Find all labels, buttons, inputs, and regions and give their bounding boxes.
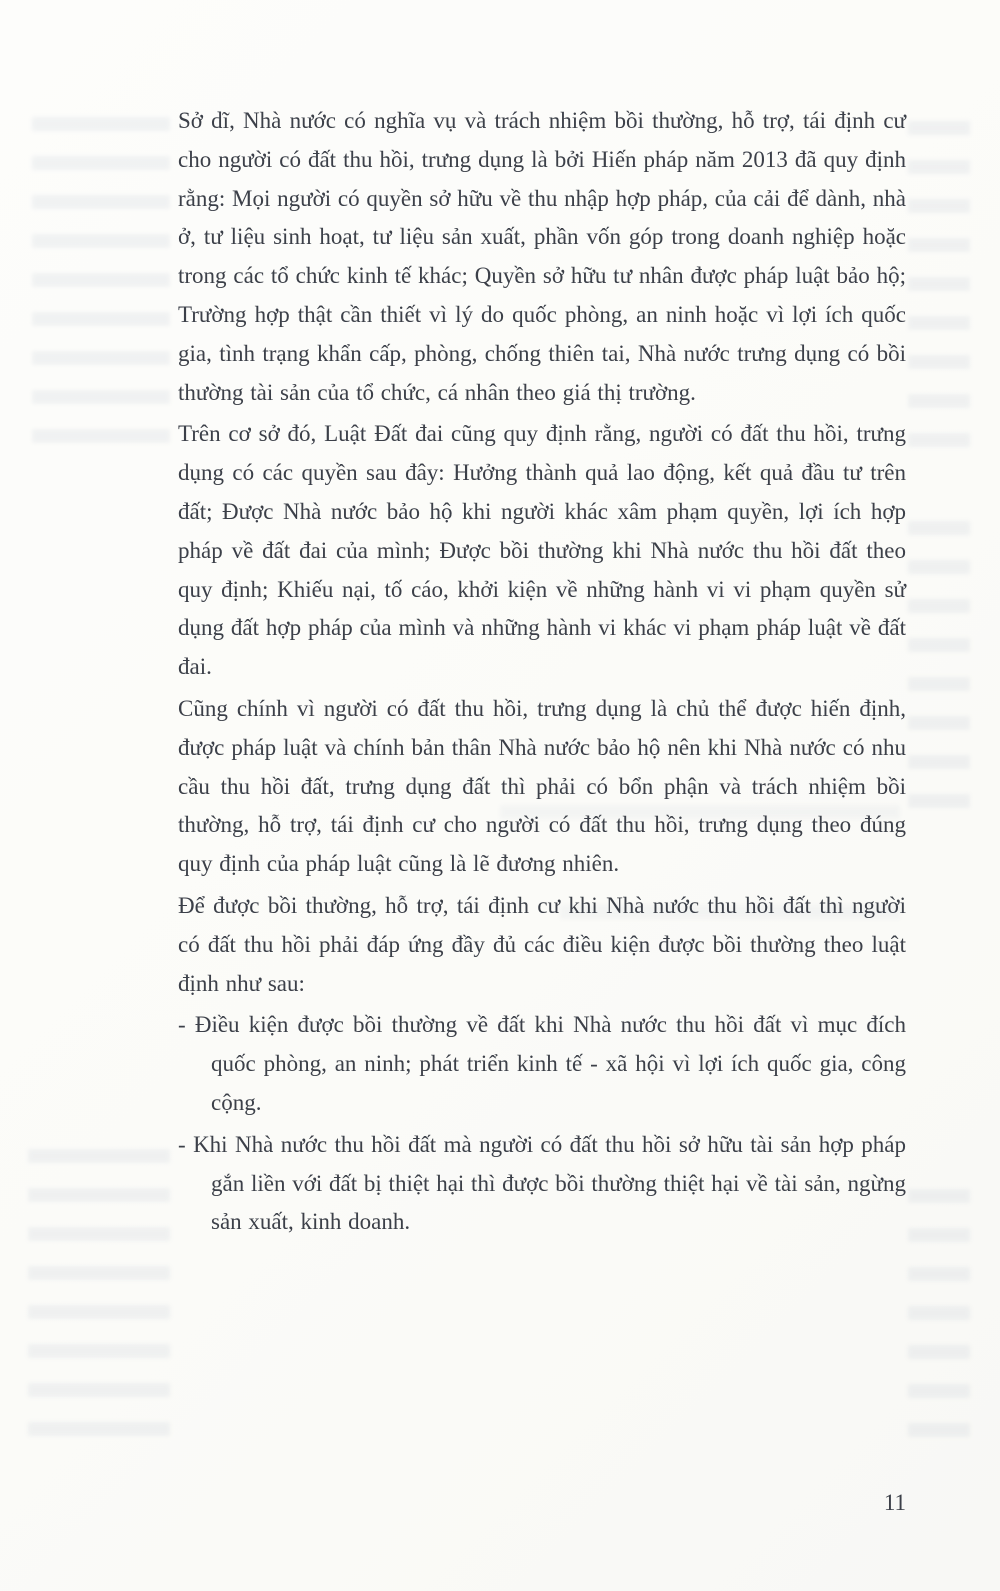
paragraph-state-obligation: Cũng chính vì người có đất thu hồi, trưng dụng là chủ thể được hiến định, được pháp luật và chính bản thân Nhà nước bảo hộ nên khi Nhà nước có nhu cầu thu hồi đất, trưng dụng đất thì phải có bổn phận và trách nhiệm bồi thường, hỗ trợ, tái định cư cho người có đất thu hồi, trưng dụng theo đúng quy định của pháp luật cũng là lẽ đương nhiên. (178, 695, 906, 877)
page-text-block (178, 102, 906, 1245)
bleedthrough-texture-right-bottom (908, 1180, 970, 1440)
page-number: 11 (883, 1490, 906, 1515)
paragraph-land-law-rights: Trên cơ sở đó, Luật Đất đai cũng quy định rằng, người có đất thu hồi, trưng dụng có các quyền sau đây: Hưởng thành quả lao động, kết quả đầu tư trên đất; Được Nhà nước bảo hộ khi người khác xâm phạm quyền, lợi ích hợp pháp về đất đai của mình; Được bồi thường khi Nhà nước thu hồi đất theo quy định; Khiếu nại, tố cáo, khởi kiện về những hành vi vi phạm quyền sử dụng đất hợp pháp của mình và những hành vi khác vi phạm pháp luật về đất đai. (178, 421, 906, 680)
bullet-condition-land: - Điều kiện được bồi thường về đất khi Nhà nước thu hồi đất vì mục đích quốc phòng, an ninh; phát triển kinh tế - xã hội vì lợi ích quốc gia, công cộng. (178, 1012, 906, 1115)
bleedthrough-texture-right-middle (908, 512, 970, 812)
bleedthrough-texture-left-top (32, 108, 170, 458)
paragraph-constitution-basis: Sở dĩ, Nhà nước có nghĩa vụ và trách nhiệm bồi thường, hỗ trợ, tái định cư cho người có đất thu hồi, trưng dụng là bởi Hiến pháp năm 2013 đã quy định rằng: Mọi người có quyền sở hữu về thu nhập hợp pháp, của cải để dành, nhà ở, tư liệu sinh hoạt, tư liệu sản xuất, phần vốn góp trong doanh nghiệp hoặc trong các tổ chức kinh tế khác; Quyền sở hữu tư nhân được pháp luật bảo hộ; Trường hợp thật cần thiết vì lý do quốc phòng, an ninh hoặc vì lợi ích quốc gia, tình trạng khẩn cấp, phòng, chống thiên tai, Nhà nước trưng dụng có bồi thường tài sản của tổ chức, cá nhân theo giá thị trường. (178, 108, 906, 405)
bleedthrough-texture-left-bottom (28, 1140, 170, 1440)
bullet-condition-assets: - Khi Nhà nước thu hồi đất mà người có đất thu hồi sở hữu tài sản hợp pháp gắn liền với đất bị thiệt hại thì được bồi thường thiệt hại về tài sản, ngừng sản xuất, kinh doanh. (178, 1131, 906, 1235)
paragraph-conditions-intro: Để được bồi thường, hỗ trợ, tái định cư khi Nhà nước thu hồi đất thì người có đất thu hồi phải đáp ứng đầy đủ các điều kiện được bồi thường theo luật định như sau: (178, 892, 906, 996)
bleedthrough-texture-right-top (908, 112, 970, 452)
